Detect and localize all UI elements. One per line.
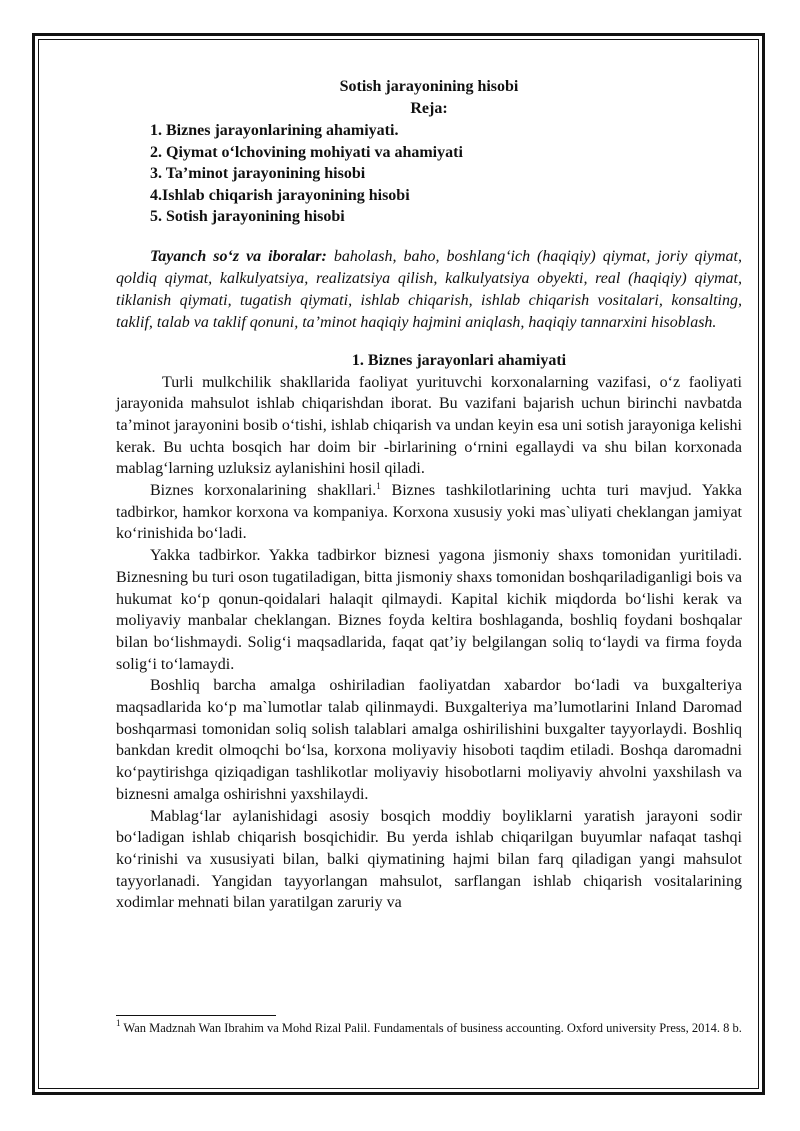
plan-item: 5. Sotish jarayonining hisobi: [150, 208, 345, 225]
footnote-separator: [116, 1015, 276, 1016]
footnote-marker: 1: [376, 481, 381, 492]
paragraph-owner: Boshliq barcha amalga oshiriladian faoliyatdan xabardor bo‘ladi va buxgalteriya maqsadlarida ko‘p ma`lumotlar talab qilinmaydi. Buxgalteriya ma’lumotlarini Inland Daromad boshqarmasi tomonidan soliq solish talablari amalga oshirilishini buxgalter tayyorlaydi. Boshliq bankdan kredit olmoqchi bo‘lsa, korxona moliyaviy hisoboti taqdim etiladi. Boshqa daromadni ko‘paytirishga qiziqadigan tashlikotlar moliyaviy hisobotlarni moliyaviy ahvolni yaxshilash va biznesni amalga oshirishni yaxshilaydi.: [116, 677, 742, 803]
plan-heading: Reja:: [410, 100, 448, 117]
paragraph-text: Biznes tashkilotlarining uchta turi mavjud. Yakka tadbirkor, hamkor korxona va kompaniya. Korxona xususiy yoki mas`uliyati cheklangan jamiyat ko‘rinishida bo‘ladi.: [116, 482, 742, 543]
document-body: [116, 76, 742, 914]
plan-item: 1. Biznes jarayonlarining ahamiyati.: [150, 122, 399, 139]
keywords-text: baholash, baho, boshlang‘ich (haqiqiy) qiymat, joriy qiymat, qoldiq qiymat, kalkulyatsiya, realizatsiya qilish, kalkulyatsiya obyekti, real (haqiqiy) qiymat, tiklanish qiymati, tugatish qiymati, ishlab chiqarish, ishlab chiqarish vositalari, konsalting, taklif, talab va taklif qonuni, ta’minot haqiqiy hajmini aniqlash, haqiqiy tannarxini hisoblash.: [116, 247, 743, 331]
paragraph-sole-trader: Yakka tadbirkor. Yakka tadbirkor biznesi yagona jismoniy shaxs tomonidan yuritiladi. Biznesning bu turi oson tugatiladigan, bitta jismoniy shaxs tomonidan boshqariladiganligi bois va hukumat ko‘p qonun-qoidalari halaqit qilmaydi. Kapital kichik miqdorda bo‘lishi kerak va moliyaviy manbalar cheklangan. Biznes foyda keltira boshlaganda, boshliq foydani boshqalar bilan bo‘lishmaydi. Solig‘i maqsadlarida, faqat qat’iy belgilangan soliq to‘laydi va firma foyda solig‘i to‘lamaydi.: [116, 547, 742, 673]
footnote: [116, 1020, 742, 1037]
plan-item: 2. Qiymat o‘lchovining mohiyati va ahamiyati: [150, 143, 463, 161]
footnote-number: 1: [116, 1018, 121, 1028]
keywords-paragraph: [116, 246, 742, 334]
keywords-label: Tayanch so‘z va iboralar:: [150, 247, 327, 265]
paragraph-intro: Turli mulkchilik shakllarida faoliyat yurituvchi korxonalarning vazifasi, o‘z faoliyati jarayonida mahsulot ishlab chiqarishdan iborat. Bu vazifani bajarish uchun birinchi navbatda ta’minot jarayonini bosib o‘tishi, ishlab chiqarish va undan keyin esa uni sotish jarayoniga kelishi kerak. Bu uchta bosqich har doim bir -birlarining o‘rnini egallaydi va shu bilan korxonada mablag‘larning uzluksiz aylanishini hosil qiladi.: [116, 373, 742, 478]
paragraph-business-forms: [116, 480, 742, 545]
paragraph-production: Mablag‘lar aylanishidagi asosiy bosqich moddiy boyliklarni yaratish jarayoni sodir bo‘ladigan ishlab chiqarish bosqichidir. Bu yerda ishlab chiqarilgan buyumlar nafaqat tashqi ko‘rinishi va xususiyati bilan, balki qiymatining hajmi bilan farq qiladigan yangi mahsulot tayyorlanadi. Yangidan tayyorlangan mahsulot, sarflangan ishlab chiqarish vositalarining xodimlar mehnati bilan yaratilgan zaruriy va: [116, 807, 742, 912]
section-heading: 1. Biznes jarayonlari ahamiyati: [351, 351, 567, 369]
plan-item: 4.Ishlab chiqarish jarayonining hisobi: [150, 186, 410, 204]
plan-item: 3. Ta’minot jarayonining hisobi: [150, 165, 366, 182]
paragraph-lead: Biznes korxonalarining shakllari.: [150, 482, 377, 500]
document-title: Sotish jarayonining hisobi: [339, 78, 519, 95]
footnote-text: Wan Madznah Wan Ibrahim va Mohd Rizal Palil. Fundamentals of business accounting. Oxford university Press, 2014. 8 b.: [120, 1021, 742, 1035]
plan-list: [116, 120, 742, 228]
